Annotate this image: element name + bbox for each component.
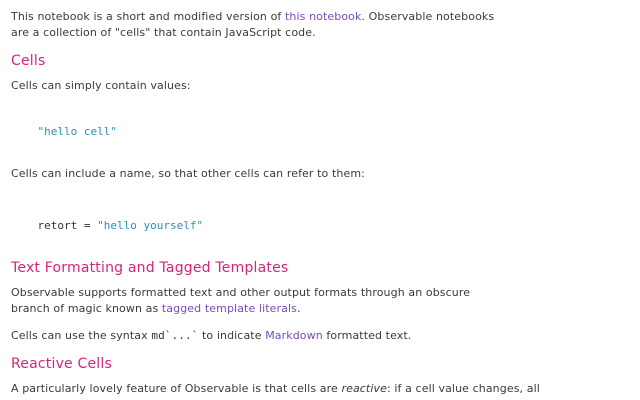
para-text: Observable supports formatted text and other output formats through an obscure branch of magic known as [11,286,471,315]
reactive-paragraph [11,381,540,397]
para-text-end: : if a cell value changes, all [386,382,540,395]
text-formatting-heading: Text Formatting and Tagged Templates [11,260,289,276]
this-notebook-link[interactable]: this notebook [285,10,362,23]
para-text-end: formatted text. [322,329,412,342]
reactive-emphasis: reactive [341,382,387,395]
intro-text: This notebook is a short and modified version of [11,10,285,23]
cells-heading: Cells [11,53,46,69]
inline-code-md: md`...` [151,329,199,342]
tagged-template-literals-link[interactable]: tagged template literals [161,302,297,315]
cell-name: retort [37,219,78,232]
para-text-middle: to indicate [198,329,266,342]
string-literal: "hello cell" [37,125,117,138]
reactive-cells-heading: Reactive Cells [11,356,112,372]
code-cell-hello[interactable] [11,112,117,151]
cells-text-values: Cells can simply contain values: [11,79,191,92]
para-text-end: . [296,302,301,315]
para-text: A particularly lovely feature of Observable is that cells are [11,382,342,395]
markdown-syntax-paragraph [11,328,411,344]
cells-text-names: Cells can include a name, so that other cells can refer to them: [11,167,365,180]
tagged-templates-paragraph [11,285,511,317]
string-literal: "hello yourself" [97,219,204,232]
intro-text-rest: . Observable notebooks are a collection of "cells" that contain JavaScript code. [11,10,495,39]
intro-paragraph [11,9,511,41]
assign-operator: = [77,219,98,232]
code-cell-retort[interactable] [11,206,203,245]
markdown-link[interactable]: Markdown [265,329,323,342]
para-text: Cells can use the syntax [11,329,152,342]
